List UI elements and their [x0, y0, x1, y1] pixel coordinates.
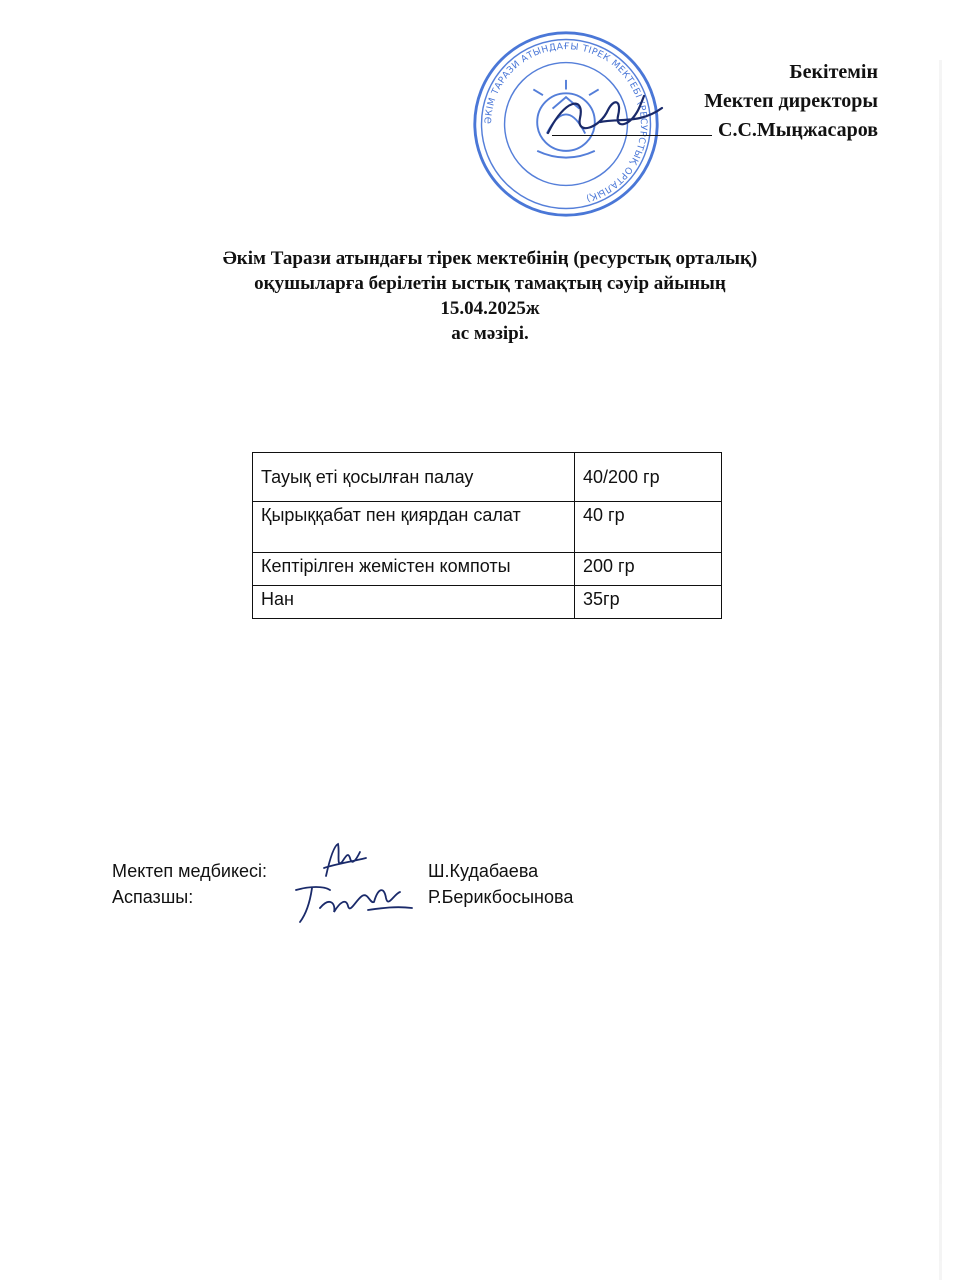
dish-amount: 35гр — [575, 586, 722, 619]
dish-name: Кептірілген жемістен компоты — [253, 553, 575, 586]
dish-amount: 200 гр — [575, 553, 722, 586]
table-row — [253, 502, 722, 553]
cook-signature-row — [112, 884, 712, 910]
nurse-signature-row — [112, 858, 712, 884]
dish-amount: 40/200 гр — [575, 453, 722, 502]
page-edge-shadow — [939, 60, 942, 1280]
cook-name: Р.Берикбосынова — [428, 887, 574, 907]
signature-underline — [552, 121, 712, 136]
director-name: С.С.Мыңжасаров — [718, 119, 878, 141]
table-row — [253, 453, 722, 502]
approval-block — [552, 58, 878, 145]
nurse-role: Мектеп медбикесі: — [112, 861, 268, 881]
approval-position: Мектеп директоры — [704, 90, 878, 112]
nurse-name: Ш.Кудабаева — [428, 861, 539, 881]
approval-signature-line — [552, 116, 878, 145]
cook-role: Аспазшы: — [112, 887, 194, 907]
dish-name: Тауық еті қосылған палау — [253, 453, 575, 502]
title-date: 15.04.2025ж — [440, 298, 540, 319]
menu-table — [252, 452, 722, 619]
stamp-text: ӘКІМ ТАРАЗИ АТЫНДАҒЫ ТІРЕК МЕКТЕБІ (РЕСУРСТЫҚ ОРТАЛЫҚ) — [484, 42, 648, 204]
title-line-1: Әкім Тарази атындағы тірек мектебінің (ресурстық орталық) — [222, 248, 758, 269]
table-row — [253, 586, 722, 619]
dish-name: Қырыққабат пен қиярдан салат — [253, 502, 575, 553]
signatures-block — [112, 858, 712, 910]
title-line-4: ас мәзірі. — [451, 323, 529, 344]
title-line-2: оқушыларға берілетін ыстық тамақтың сәуір айының — [254, 273, 726, 294]
table-row — [253, 553, 722, 586]
document-title — [0, 246, 960, 346]
dish-name: Нан — [253, 586, 575, 619]
dish-amount: 40 гр — [575, 502, 722, 553]
approval-heading: Бекітемін — [789, 61, 878, 83]
